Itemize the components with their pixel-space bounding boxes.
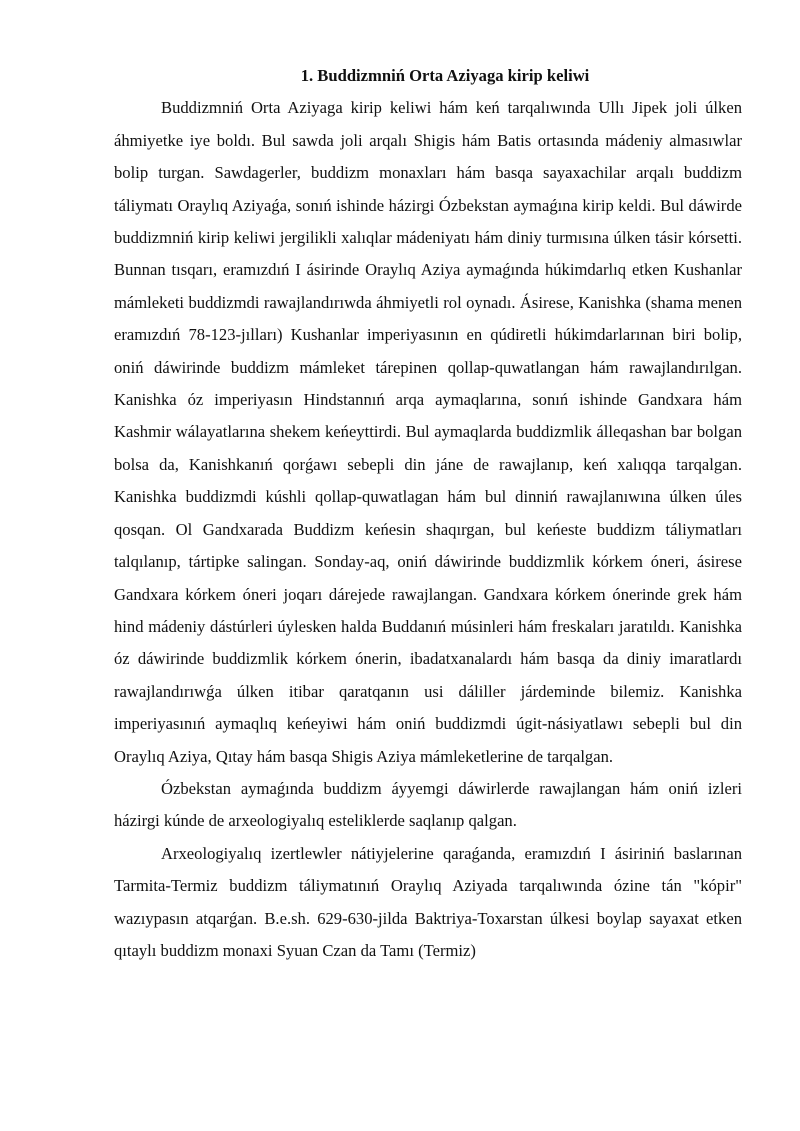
document-body [114, 60, 742, 967]
section-heading: 1. Buddizmniń Orta Aziyaga kirip keliwi [300, 66, 590, 85]
paragraph-3: Arxeologiyalıq izertlewler nátiyjelerine qaraǵanda, eramızdıń I ásiriniń baslarınan Tarmita-Termiz buddizm táliymatınıń Oraylıq Aziyada tarqalıwında ózine tán "kópir" wazıypasın atqarǵan. B.e.sh. 629-630-jilda Baktriya-Toxarstan úlkesi boylap sayaxat etken qıtaylı buddizm monaxi Syuan Czan da Tamı (Termiz) [114, 843, 742, 960]
paragraph-1: Buddizmniń Orta Aziyaga kirip keliwi hám keń tarqalıwında Ullı Jipek joli úlken áhmiyetke iye boldı. Bul sawda joli arqalı Shigis hám Batis ortasında mádeniy almasıwlar bolip turgan. Sawdagerler, buddizm monaxları hám basqa sayaxachilar arqalı buddizm táliymatı Oraylıq Aziyaǵa, sonıń ishinde házirgi Ózbekstan aymaǵına kirip keldi. Bul dáwirde buddizmniń kirip keliwi jergilikli xalıqlar mádeniyatı hám diniy turmısına úlken tásir kórsetti. Bunnan tısqarı, eramızdıń I ásirinde Oraylıq Aziya aymaǵında húkimdarlıq etken Kushanlar mámleketi buddizmdi rawajlandırıwda áhmiyetli rol oynadı. Ásirese, Kanishka (shama menen eramızdıń 78-123-jılları) Kushanlar imperiyasının en qúdiretli húkimdarlarınan biri bolip, oniń dáwirinde buddizm mámleket tárepinen qollap-quwatlangan hám rawajlandırılgan. Kanishka óz imperiyasın Hindstannıń arqa aymaqlarına, sonıń ishinde Gandxara hám Kashmir wálayatlarına shekem keńeyttirdi. Bul aymaqlarda buddizmlik álleqashan bar bolgan bolsa da, Kanishkanıń qorǵawı sebepli din jáne de rawajlanıp, keń xalıqqa tarqalgan. Kanishka buddizmdi kúshli qollap-quwatlagan hám bul dinniń rawajlanıwına úlken úles qosqan. Ol Gandxarada Buddizm keńesin shaqırgan, bul keńeste buddizm táliymatları talqılanıp, tártipke salingan. Sonday-aq, oniń dáwirinde buddizmlik kórkem óneri, ásirese Gandxara kórkem óneri joqarı dárejede rawajlangan. Gandxara kórkem ónerinde grek hám hind mádeniy dástúrleri úylesken halda Buddanıń músinleri hám freskaları jaratıldı. Kanishka óz dáwirinde buddizmlik kórkem ónerin, ibadatxanalardı hám basqa da diniy imaratlardı rawajlandırıwǵa úlken itibar qaratqanın usi dáliller járdeminde bilemiz. Kanishka imperiyasınıń aymaqlıq keńeyiwi hám oniń buddizmdi úgit-násiyatlawı sebepli bul din Oraylıq Aziya, Qıtay hám basqa Shigis Aziya mámleketlerine de tarqalgan. [114, 98, 742, 766]
paragraph-2: Ózbekstan aymaǵında buddizm áyyemgi dáwirlerde rawajlangan hám oniń izleri házirgi kúnde de arxeologiyalıq esteliklerde saqlanıp qalgan. [114, 778, 742, 831]
